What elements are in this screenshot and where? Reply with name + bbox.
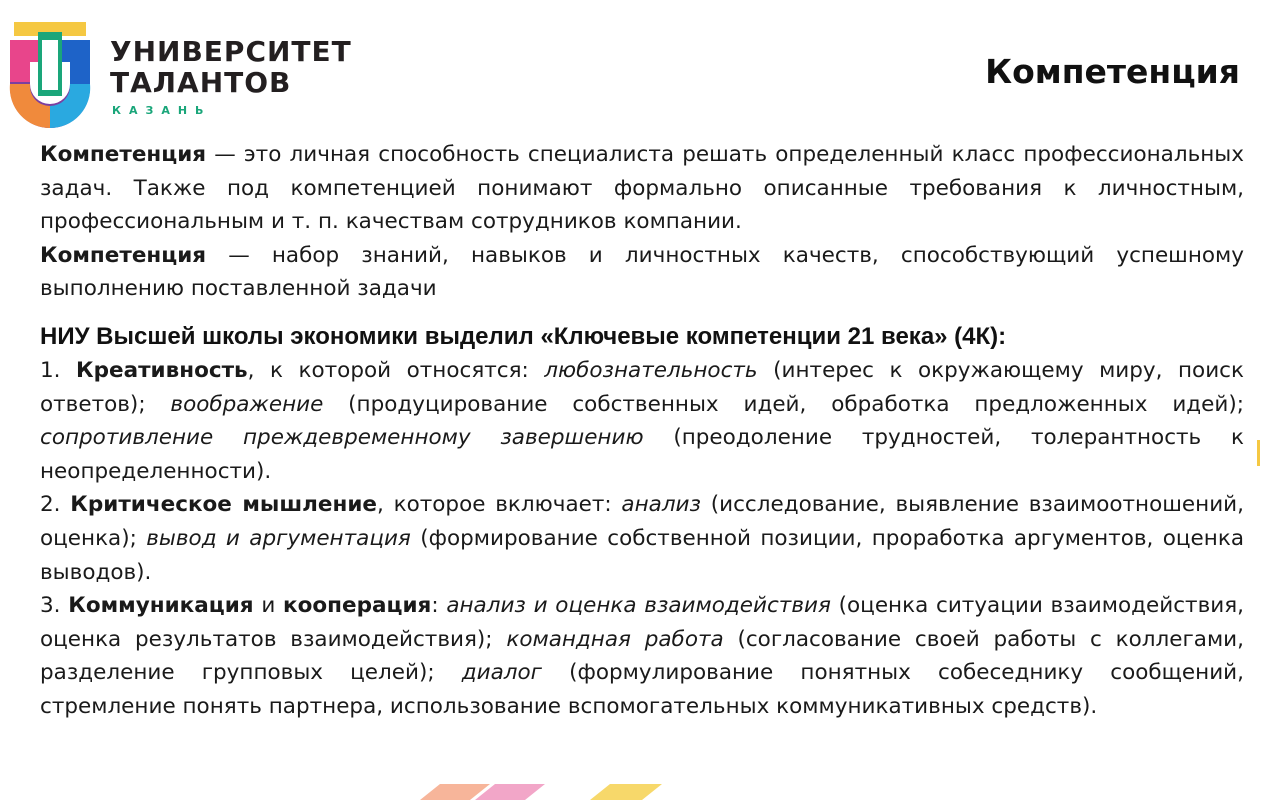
decorative-stripes-icon — [400, 784, 700, 800]
definition-term: Компетенция — [40, 242, 207, 268]
definition-text: — набор знаний, навыков и личностных качеств, способствующий успешному выполнению поставленной задачи — [40, 242, 1244, 302]
subheading: НИУ Высшей школы экономики выделил «Ключевые компетенции 21 века» (4К): — [40, 322, 1007, 350]
logo-mark-icon — [8, 22, 92, 128]
logo-line1: УНИВЕРСИТЕТ — [110, 35, 352, 68]
slide-title: Компетенция — [985, 52, 1240, 91]
logo-text — [110, 36, 352, 117]
definition-2 — [40, 239, 1244, 306]
accent-bar — [1257, 440, 1260, 466]
definition-term: Компетенция — [40, 142, 207, 167]
definition-1 — [40, 138, 1244, 239]
logo-city: КАЗАНЬ — [112, 104, 212, 117]
logo-line2: ТАЛАНТОВ — [110, 66, 292, 99]
list-item: 3. Коммуникация и кооперация: анализ и оценка взаимодействия (оценка ситуации взаимодействия, оценка результатов взаимодействия); командная работа (согласование своей работы с коллегами, разделение групповых целей); диалог (формулирование понятных собеседнику сообщений, стремление понять партнера, использование вспомогательных коммуникативных средств). — [40, 593, 1244, 719]
list-item: 2. Критическое мышление, которое включает: анализ (исследование, выявление взаимоотношений, оценка); вывод и аргументация (формирование собственной позиции, проработка аргументов, оценка выводов). — [40, 492, 1244, 585]
list-item: 1. Креативность, к которой относятся: любознательность (интерес к окружающему миру, поиск ответов); воображение (продуцирование собственных идей, обработка предложенных идей); сопротивление преждевременному завершению (преодоление трудностей, толерантность к неопределенности). — [40, 357, 1244, 484]
content — [40, 138, 1244, 724]
definition-text: — это личная способность специалиста решать определенный класс профессиональных задач. Также под компетенцией понимают формально описанные требования к личностным, профессиональным и т. п. качествам сотрудников компании. — [40, 142, 1244, 235]
